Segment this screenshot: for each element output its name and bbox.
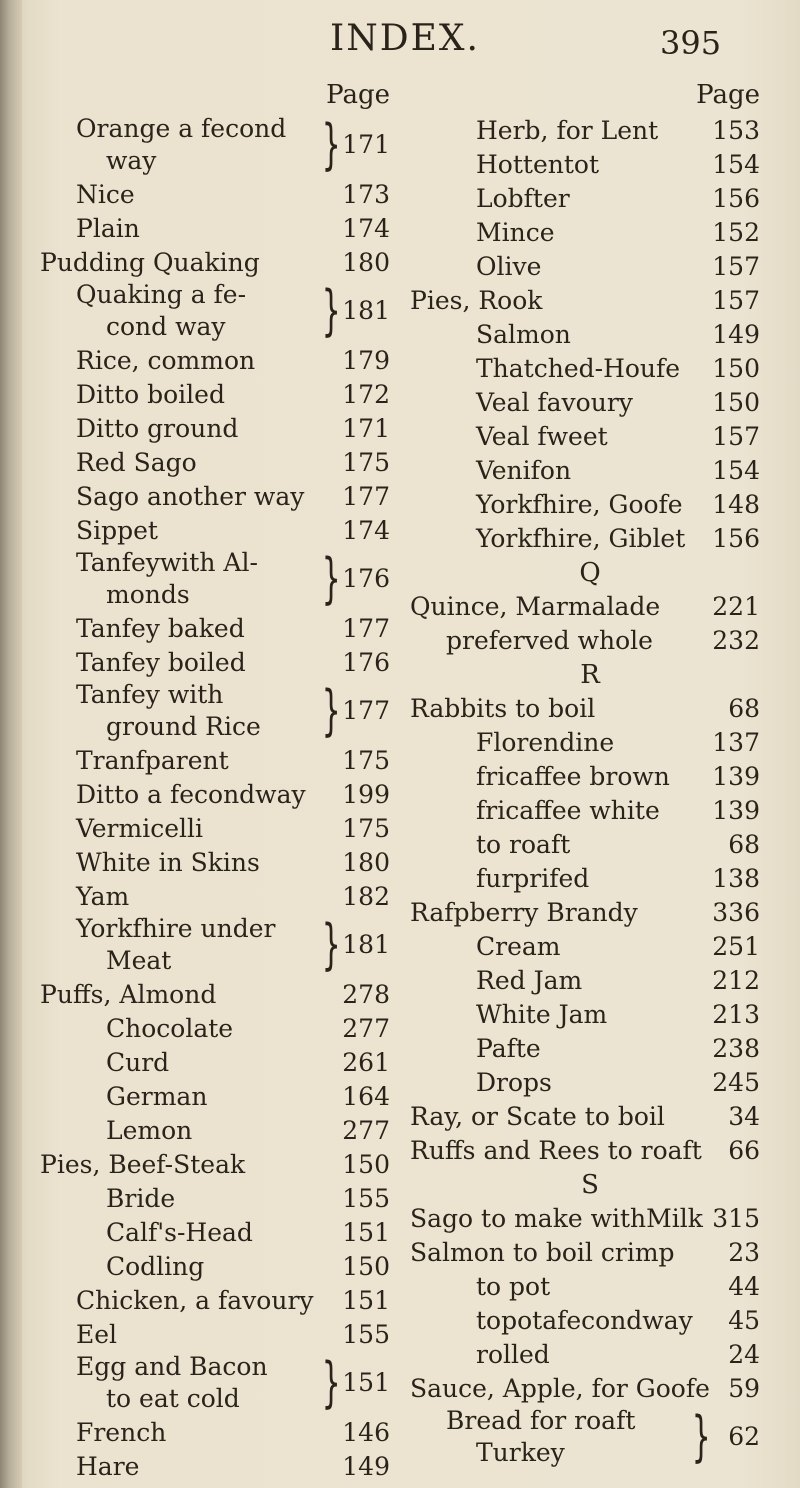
index-entry <box>40 514 400 548</box>
index-entry <box>40 1182 400 1216</box>
entry-page-number: 45 <box>728 1306 760 1335</box>
index-entry <box>40 480 400 514</box>
entry-page-number: 24 <box>728 1340 760 1369</box>
entry-text: Calf's-Head <box>106 1218 253 1247</box>
entry-page-number: 261 <box>342 1048 390 1077</box>
running-title: INDEX. <box>330 18 480 59</box>
entry-text: Curd <box>106 1048 170 1077</box>
entry-page-number: 44 <box>728 1272 760 1301</box>
index-entry <box>40 914 400 978</box>
entry-text: Rafpberry Brandy <box>410 898 638 927</box>
index-entry <box>410 1032 770 1066</box>
index-entry <box>410 522 770 556</box>
index-entry <box>410 1406 770 1470</box>
brace-glyph: } <box>321 113 341 176</box>
entry-text: Salmon to boil crimp <box>410 1238 675 1267</box>
entry-text: Sippet <box>76 516 158 545</box>
section-letter: R <box>580 660 600 690</box>
entry-page-number: 139 <box>712 762 760 791</box>
entry-text: Ditto ground <box>76 414 239 443</box>
entry-text: Yorkfhire, Giblet <box>476 524 686 553</box>
entry-text: Quaking a fe- <box>76 280 247 309</box>
index-entry <box>410 148 770 182</box>
entry-text: Quince, Marmalade <box>410 592 661 621</box>
section-letter: S <box>581 1170 599 1200</box>
entry-page-number: 66 <box>728 1136 760 1165</box>
entry-page-number: 199 <box>342 780 390 809</box>
entry-page-number: 153 <box>712 116 760 145</box>
index-entry <box>410 1270 770 1304</box>
index-entry <box>40 646 400 680</box>
index-entry <box>40 680 400 744</box>
index-entry <box>410 1304 770 1338</box>
entry-page-number: 245 <box>712 1068 760 1097</box>
brace-glyph: } <box>321 279 341 342</box>
entry-page-number: 213 <box>712 1000 760 1029</box>
section-letter: Q <box>579 558 601 588</box>
entry-page-number: 336 <box>712 898 760 927</box>
entry-page-number: 315 <box>712 1204 760 1233</box>
entry-page-number: 146 <box>342 1418 390 1447</box>
index-entry <box>40 612 400 646</box>
entry-text: Pafte <box>476 1034 541 1063</box>
index-entry <box>40 978 400 1012</box>
entry-page-number: 157 <box>712 252 760 281</box>
index-entry <box>40 378 400 412</box>
page-column-label: Page <box>326 80 390 110</box>
entry-page-number: 62 <box>728 1422 760 1451</box>
entry-page-number: 68 <box>728 694 760 723</box>
entry-text: Tanfey with <box>76 680 224 709</box>
entry-text: Pies, Beef-Steak <box>40 1150 246 1179</box>
index-entry <box>40 1216 400 1250</box>
index-entry <box>40 1012 400 1046</box>
entry-page-number: 152 <box>712 218 760 247</box>
index-entry <box>410 590 770 624</box>
index-entry <box>40 1416 400 1450</box>
index-entry <box>410 692 770 726</box>
entry-text: Salmon <box>476 320 571 349</box>
entry-page-number: 181 <box>342 296 390 325</box>
entry-page-number: 155 <box>342 1184 390 1213</box>
entry-text: topotafecondway <box>476 1306 693 1335</box>
entry-text-continued: ground Rice <box>106 712 261 741</box>
entry-page-number: 59 <box>728 1374 760 1403</box>
index-entry <box>410 1066 770 1100</box>
index-entry <box>410 1338 770 1372</box>
entry-text: Yorkfhire, Goofe <box>476 490 683 519</box>
entry-text: Plain <box>76 214 140 243</box>
entry-page-number: 182 <box>342 882 390 911</box>
entry-text: Ruffs and Rees to roaft <box>410 1136 702 1165</box>
entry-page-number: 34 <box>728 1102 760 1131</box>
entry-page-number: 150 <box>712 388 760 417</box>
entry-page-number: 149 <box>712 320 760 349</box>
entry-text-continued: Meat <box>106 946 172 975</box>
entry-text: Yorkfhire under <box>76 914 276 943</box>
index-entry <box>410 964 770 998</box>
left-index-column <box>40 80 400 1484</box>
entry-page-number: 238 <box>712 1034 760 1063</box>
entry-page-number: 177 <box>342 696 390 725</box>
index-entry <box>410 828 770 862</box>
entry-text: Rice, common <box>76 346 256 375</box>
entry-page-number: 157 <box>712 286 760 315</box>
entry-text: French <box>76 1418 167 1447</box>
entry-text: Codling <box>106 1252 205 1281</box>
entry-page-number: 68 <box>728 830 760 859</box>
entry-text: fricaffee white <box>476 796 660 825</box>
index-entry <box>40 1046 400 1080</box>
entry-text: Sauce, Apple, for Goofe <box>410 1374 710 1403</box>
entry-page-number: 177 <box>342 614 390 643</box>
index-entry <box>410 998 770 1032</box>
entry-text: Ditto a fecondway <box>76 780 306 809</box>
index-entry <box>410 352 770 386</box>
entry-page-number: 251 <box>712 932 760 961</box>
entry-text: Thatched-Houfe <box>476 354 681 383</box>
index-entry <box>40 548 400 612</box>
entry-text-continued: Turkey <box>476 1438 565 1467</box>
brace-glyph: } <box>321 913 341 976</box>
entry-page-number: 137 <box>712 728 760 757</box>
entry-text: German <box>106 1082 208 1111</box>
brace-glyph: } <box>321 547 341 610</box>
entry-text-continued: way <box>106 146 157 175</box>
entry-text: Venifon <box>476 456 572 485</box>
entry-text: preferved whole <box>446 626 653 655</box>
entry-text: Tanfey boiled <box>76 648 246 677</box>
entry-page-number: 177 <box>342 482 390 511</box>
index-entry <box>40 1318 400 1352</box>
entry-page-number: 148 <box>712 490 760 519</box>
entry-text: Ray, or Scate to boil <box>410 1102 665 1131</box>
entry-text: Chicken, a favoury <box>76 1286 314 1315</box>
entry-page-number: 156 <box>712 184 760 213</box>
entry-page-number: 277 <box>342 1014 390 1043</box>
entry-text: to roaft <box>476 830 571 859</box>
entry-page-number: 149 <box>342 1452 390 1481</box>
entry-page-number: 174 <box>342 516 390 545</box>
entry-page-number: 232 <box>712 626 760 655</box>
index-entry <box>410 760 770 794</box>
index-entry <box>410 930 770 964</box>
entry-text: Herb, for Lent <box>476 116 659 145</box>
index-entry <box>40 178 400 212</box>
index-entry <box>40 344 400 378</box>
index-entry <box>410 182 770 216</box>
index-entry <box>40 246 400 280</box>
entry-page-number: 164 <box>342 1082 390 1111</box>
index-entry <box>410 284 770 318</box>
page-binding-edge <box>0 0 22 1488</box>
entry-text: fricaffee brown <box>476 762 670 791</box>
index-entry <box>40 114 400 178</box>
entry-page-number: 176 <box>342 564 390 593</box>
entry-page-number: 23 <box>728 1238 760 1267</box>
index-entry <box>410 726 770 760</box>
entry-text: Bride <box>106 1184 176 1213</box>
entry-text: Tanfeywith Al- <box>76 548 258 577</box>
entry-text: Sago to make withMilk <box>410 1204 703 1233</box>
entry-page-number: 151 <box>342 1368 390 1397</box>
page-number: 395 <box>660 24 722 62</box>
entry-page-number: 172 <box>342 380 390 409</box>
index-entry <box>40 212 400 246</box>
entry-page-number: 138 <box>712 864 760 893</box>
index-section-letter <box>410 1168 770 1202</box>
entry-text: Chocolate <box>106 1014 234 1043</box>
entry-text: Egg and Bacon <box>76 1352 268 1381</box>
entry-text: Pudding Quaking <box>40 248 260 277</box>
entry-page-number: 139 <box>712 796 760 825</box>
entry-page-number: 180 <box>342 848 390 877</box>
entry-page-number: 278 <box>342 980 390 1009</box>
index-section-letter <box>410 658 770 692</box>
entry-page-number: 212 <box>712 966 760 995</box>
entry-text: Orange a fecond <box>76 114 287 143</box>
index-entry <box>410 318 770 352</box>
entry-page-number: 151 <box>342 1218 390 1247</box>
brace-glyph: } <box>321 679 341 742</box>
entry-text: furprifed <box>476 864 590 893</box>
entry-text: Red Jam <box>476 966 583 995</box>
entry-text: Olive <box>476 252 542 281</box>
entry-page-number: 180 <box>342 248 390 277</box>
index-entry <box>410 1236 770 1270</box>
entry-text: Eel <box>76 1320 118 1349</box>
index-entry <box>40 446 400 480</box>
entry-page-number: 150 <box>342 1150 390 1179</box>
index-entry <box>410 624 770 658</box>
entry-page-number: 175 <box>342 814 390 843</box>
entry-page-number: 175 <box>342 746 390 775</box>
index-entry <box>40 1352 400 1416</box>
page-header <box>0 14 800 64</box>
index-entry <box>40 880 400 914</box>
index-entry <box>40 1080 400 1114</box>
entry-page-number: 171 <box>342 414 390 443</box>
entry-page-number: 173 <box>342 180 390 209</box>
index-entry <box>40 744 400 778</box>
entry-text: White in Skins <box>76 848 260 877</box>
entry-page-number: 156 <box>712 524 760 553</box>
entry-text: Veal fweet <box>476 422 608 451</box>
brace-glyph: } <box>691 1405 711 1468</box>
entry-text-continued: cond way <box>106 312 226 341</box>
index-entry <box>410 1372 770 1406</box>
entry-text: Lobfter <box>476 184 570 213</box>
entry-page-number: 171 <box>342 130 390 159</box>
entry-text: White Jam <box>476 1000 608 1029</box>
index-entry <box>410 1202 770 1236</box>
entry-text: Tranfparent <box>76 746 229 775</box>
index-entry <box>40 1148 400 1182</box>
index-section-letter <box>410 556 770 590</box>
entry-text: Nice <box>76 180 135 209</box>
entry-text: Sago another way <box>76 482 305 511</box>
entry-page-number: 277 <box>342 1116 390 1145</box>
entry-text: Hottentot <box>476 150 599 179</box>
index-entry <box>410 250 770 284</box>
index-entry <box>410 420 770 454</box>
entry-text: Tanfey baked <box>76 614 245 643</box>
entry-text: Veal favoury <box>476 388 633 417</box>
entry-page-number: 154 <box>712 150 760 179</box>
entry-text: Red Sago <box>76 448 197 477</box>
entry-page-number: 175 <box>342 448 390 477</box>
entry-text: to pot <box>476 1272 551 1301</box>
index-entry <box>40 812 400 846</box>
entry-page-number: 176 <box>342 648 390 677</box>
index-entry <box>40 1284 400 1318</box>
entry-text: Rabbits to boil <box>410 694 596 723</box>
index-entry <box>40 1250 400 1284</box>
index-entry <box>40 1450 400 1484</box>
index-entry <box>410 862 770 896</box>
entry-page-number: 154 <box>712 456 760 485</box>
entry-page-number: 221 <box>712 592 760 621</box>
index-entry <box>40 280 400 344</box>
brace-glyph: } <box>321 1351 341 1414</box>
entry-text: Mince <box>476 218 555 247</box>
right-index-column <box>410 80 770 1470</box>
entry-text: Ditto boiled <box>76 380 225 409</box>
entry-page-number: 157 <box>712 422 760 451</box>
index-entry <box>410 896 770 930</box>
index-entry <box>410 216 770 250</box>
index-entry <box>410 794 770 828</box>
entry-text-continued: monds <box>106 580 190 609</box>
entry-text: Lemon <box>106 1116 193 1145</box>
entry-text: Drops <box>476 1068 552 1097</box>
index-entry <box>410 386 770 420</box>
index-entry <box>40 1114 400 1148</box>
entry-page-number: 150 <box>712 354 760 383</box>
entry-page-number: 150 <box>342 1252 390 1281</box>
entry-text: Cream <box>476 932 561 961</box>
entry-page-number: 155 <box>342 1320 390 1349</box>
page-column-label: Page <box>696 80 760 110</box>
entry-text: Bread for roaft <box>446 1406 636 1435</box>
index-entry <box>410 1100 770 1134</box>
index-entry <box>40 778 400 812</box>
index-entry <box>40 846 400 880</box>
index-entry <box>410 454 770 488</box>
index-entry <box>410 1134 770 1168</box>
entry-page-number: 181 <box>342 930 390 959</box>
entry-page-number: 174 <box>342 214 390 243</box>
entry-text: Vermicelli <box>76 814 203 843</box>
entry-text: Puffs, Almond <box>40 980 217 1009</box>
entry-page-number: 179 <box>342 346 390 375</box>
entry-text: Florendine <box>476 728 615 757</box>
entry-text: rolled <box>476 1340 550 1369</box>
index-entry <box>410 488 770 522</box>
entry-text-continued: to eat cold <box>106 1384 240 1413</box>
entry-text: Yam <box>76 882 130 911</box>
entry-page-number: 151 <box>342 1286 390 1315</box>
entry-text: Pies, Rook <box>410 286 543 315</box>
index-entry <box>410 114 770 148</box>
entry-text: Hare <box>76 1452 140 1481</box>
index-entry <box>40 412 400 446</box>
